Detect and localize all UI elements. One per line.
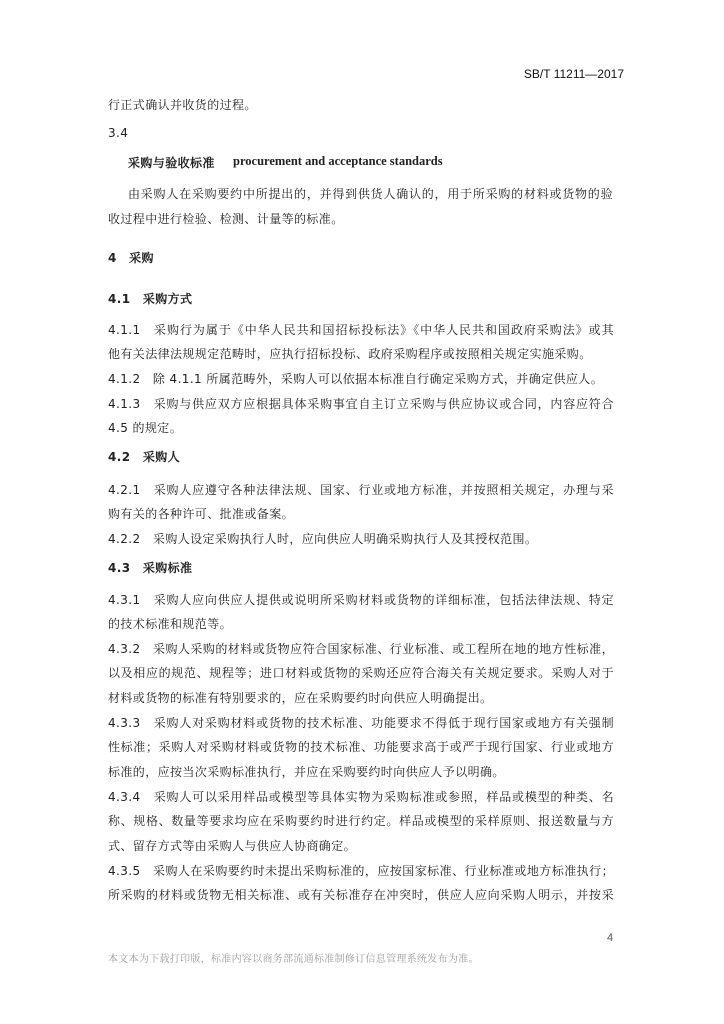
text-line: 以及相应的规范、规程等；进口材料或货物的采购还应符合海关有关规定要求。采购人对于 (108, 666, 614, 680)
text-line: 的技术标准和规范等。 (108, 617, 233, 631)
clause-line: 4.3.3 采购人对采购材料或货物的技术标准、功能要求不得低于现行国家或地方有关强制 (108, 716, 614, 730)
text-line: 收过程中进行检验、检测、计量等的标准。 (108, 212, 344, 226)
clause-line: 4.2.1 采购人应遵守各种法律法规、国家、行业或地方标准，并按照相关规定，办理与采 (108, 483, 614, 497)
text-line: 由采购人在采购要约中所提出的，并得到供货人确认的，用于所采购的材料或货物的验 (128, 187, 613, 201)
term-title-en: procurement and acceptance standards (233, 154, 443, 168)
page-number: 4 (607, 932, 614, 944)
clause-line: 4.2.2 采购人设定采购执行人时，应向供应人明确采购执行人及其授权范围。 (108, 532, 538, 546)
text-line: 标准的，应按当次采购标准执行，并应在采购要约时向供应人予以明确。 (108, 765, 505, 779)
standard-number: SB/T 11211—2017 (523, 67, 624, 81)
clause-line: 4.1.2 除 4.1.1 所属范畴外，采购人可以依据本标准自行确定采购方式，并确定供应人。 (108, 372, 604, 386)
text-line: 购有关的各种许可、批准或备案。 (108, 507, 295, 521)
term-number: 3.4 (108, 126, 129, 140)
subsection-heading: 4.3 采购标准 (108, 561, 193, 575)
text-line: 式、留存方式等由采购人与供应人协商确定。 (108, 839, 357, 853)
clause-line: 4.3.1 采购人应向供应人提供或说明所采购材料或货物的详细标准，包括法律法规、特定 (108, 593, 614, 607)
text-line: 称、规格、数量等要求均应在采购要约时进行约定。样品或模型的采样原则、报送数量与方 (108, 814, 614, 828)
subsection-heading: 4.2 采购人 (108, 450, 181, 464)
clause-line: 4.1.3 采购与供应双方应根据具体采购事宜自主订立采购与供应协议或合同，内容应符合 (108, 397, 614, 411)
text-line: 行正式确认并收货的过程。 (108, 98, 257, 112)
text-line: 性标准；采购人对采购材料或货物的技术标准、功能要求高于或严于现行国家、行业或地方 (108, 740, 614, 754)
footer-notice: 本文本为下载打印版，标准内容以商务部流通标准制修订信息管理系统发布为准。 (108, 954, 479, 965)
term-title-zh: 采购与验收标准 (128, 156, 215, 170)
subsection-heading: 4.1 采购方式 (108, 292, 193, 306)
text-line: 他有关法律法规规定范畴时，应执行招标投标、政府采购程序或按照相关规定实施采购。 (108, 347, 592, 361)
clause-line: 4.3.5 采购人在采购要约时未提出采购标准的，应按国家标准、行业标准或地方标准执行； (108, 864, 614, 878)
clause-line: 4.3.2 采购人采购的材料或货物应符合国家标准、行业标准、或工程所在地的地方性标准， (108, 642, 614, 656)
clause-line: 4.3.4 采购人可以采用样品或模型等具体实物为采购标准或参照，样品或模型的种类、名 (108, 790, 614, 804)
section-heading: 4 采购 (108, 251, 154, 265)
text-line: 所采购的材料或货物无相关标准、或有关标准存在冲突时，供应人应向采购人明示，并按采 (108, 888, 614, 902)
clause-line: 4.1.1 采购行为属于《中华人民共和国招标投标法》《中华人民共和国政府采购法》或其 (108, 323, 614, 337)
text-line: 4.5 的规定。 (108, 421, 183, 435)
text-line: 材料或货物的标准有特别要求的，应在采购要约时向供应人明确提出。 (108, 691, 493, 705)
